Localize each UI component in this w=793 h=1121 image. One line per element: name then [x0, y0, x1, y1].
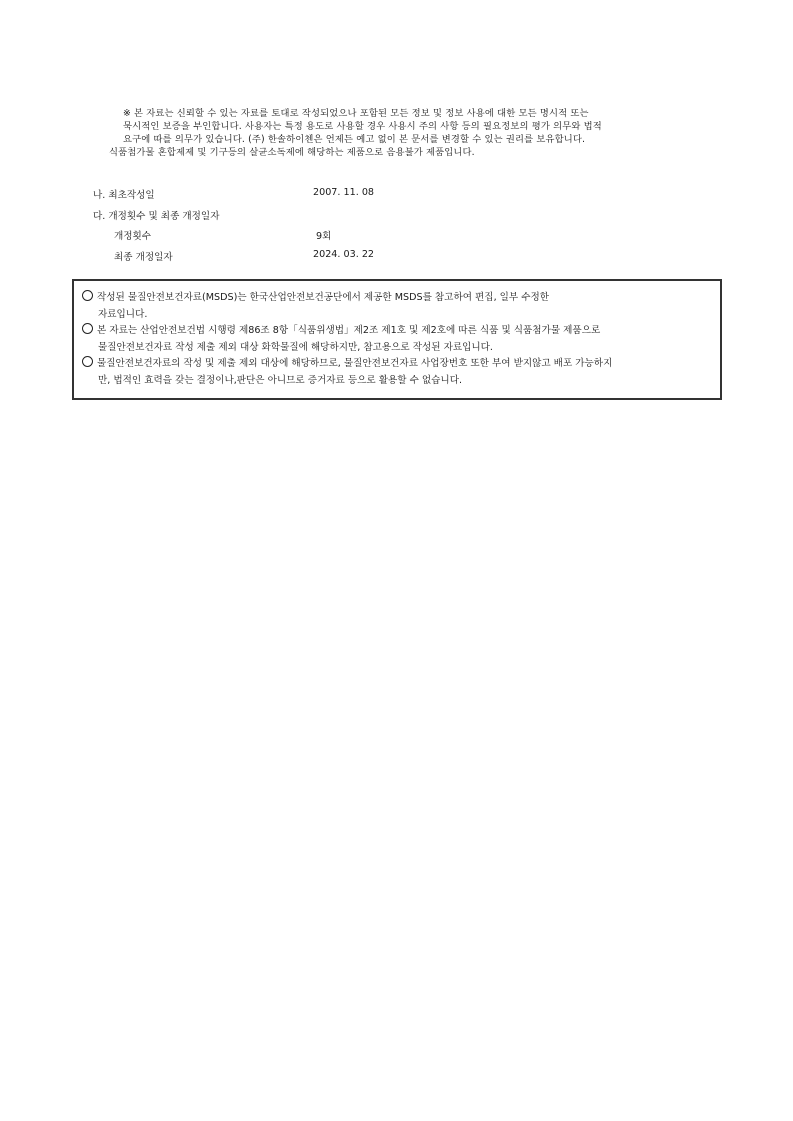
notice-box: [72, 279, 722, 400]
disclaimer-line: 식품첨가물 혼합제제 및 기구등의 살균소독제에 해당하는 제품으로 음용불가 제품입니다.: [109, 147, 475, 158]
first-written-label: 나. 최초작성일: [93, 190, 155, 201]
circle-bullet-icon: [82, 323, 93, 334]
circle-bullet-icon: [82, 290, 93, 301]
notice-line: 작성된 물질안전보건자료(MSDS)는 한국산업안전보건공단에서 제공한 MSDS를 참고하여 편집, 일부 수정한: [97, 292, 550, 303]
notice-line: 만, 법적인 효력을 갖는 결정이나,판단은 아니므로 증거자료 등으로 활용할 수 없습니다.: [98, 374, 463, 386]
notice-item: [82, 290, 714, 323]
notice-item: [82, 356, 714, 389]
disclaimer-line: 묵시적인 보증을 부인합니다. 사용자는 특정 용도로 사용할 경우 사용시 주의 사항 등의 필요정보의 평가 의무와 법적: [123, 121, 602, 132]
last-revised-value: 2024. 03. 22: [313, 249, 375, 260]
notice-line: 물질안전보건자료의 작성 및 제출 제외 대상에 해당하므로, 물질안전보건자료 사업장번호 또한 부여 받지않고 배포 가능하지: [97, 358, 613, 369]
first-written-value: 2007. 11. 08: [313, 187, 375, 198]
notice-line: 물질안전보건자료 작성 제출 제외 대상 화학물질에 해당하지만, 참고용으로 작성된 자료입니다.: [98, 341, 493, 353]
circle-bullet-icon: [82, 356, 93, 367]
revision-header: 다. 개정횟수 및 최종 개정일자: [93, 211, 220, 222]
notice-line: 본 자료는 산업안전보건법 시행령 제86조 8항「식품위생법」제2조 제1호 및 제2호에 따른 식품 및 식품첨가물 제품으로: [97, 325, 601, 336]
disclaimer-paragraph: [109, 107, 709, 159]
revision-count-label: 개정횟수: [114, 231, 152, 242]
revision-count-value: 9회: [316, 231, 332, 242]
disclaimer-line: 요구에 따를 의무가 있습니다. (주) 한솔하이첸은 언제든 예고 없이 본 문서를 변경할 수 있는 권리를 보유합니다.: [123, 134, 586, 145]
last-revised-label: 최종 개정일자: [114, 252, 173, 263]
disclaimer-line: ※ 본 자료는 신뢰할 수 있는 자료를 토대로 작성되었으나 포함된 모든 정보 및 정보 사용에 대한 모든 명시적 또는: [123, 108, 589, 119]
notice-item: [82, 323, 714, 356]
notice-line: 자료입니다.: [98, 308, 148, 320]
